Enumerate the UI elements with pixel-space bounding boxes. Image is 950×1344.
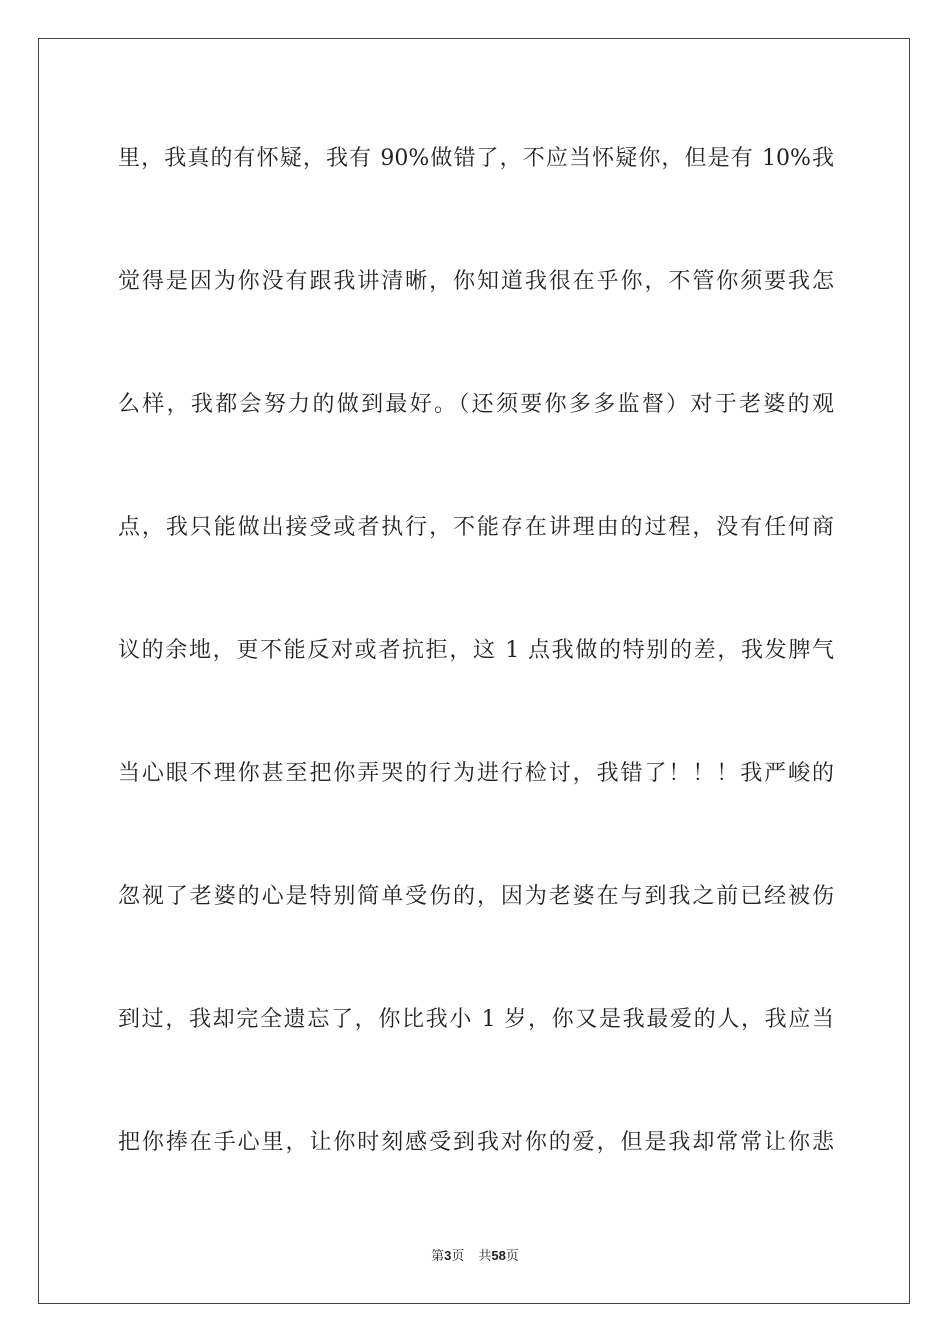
text-line: 点，我只能做出接受或者执行，不能存在讲理由的过程，没有任何商 [118, 515, 834, 540]
text-line: 把你捧在手心里，让你时刻感受到我对你的爱，但是我却常常让你悲 [118, 1130, 834, 1155]
text-line: 觉得是因为你没有跟我讲清晰，你知道我很在乎你，不管你须要我怎 [118, 269, 834, 294]
total-label-prefix: 共 [478, 1249, 492, 1264]
text-line: 到过，我却完全遗忘了，你比我小 1 岁，你又是我最爱的人，我应当 [118, 1007, 834, 1032]
page-frame [38, 38, 910, 1304]
page-label-prefix: 第 [431, 1249, 445, 1264]
text-line: 议的余地，更不能反对或者抗拒，这 1 点我做的特别的差，我发脾气 [118, 638, 834, 663]
page-footer [39, 1245, 911, 1264]
total-label-suffix: 页 [505, 1249, 519, 1264]
text-line: 么样，我都会努力的做到最好。（还须要你多多监督）对于老婆的观 [118, 392, 834, 417]
total-pages: 58 [491, 1248, 506, 1263]
page-label-suffix: 页 [451, 1249, 465, 1264]
text-line: 里，我真的有怀疑，我有 90%做错了，不应当怀疑你，但是有 10%我 [118, 146, 834, 171]
text-line: 忽视了老婆的心是特别简单受伤的，因为老婆在与到我之前已经被伤 [118, 884, 834, 909]
page-number: 3 [444, 1248, 452, 1263]
text-line: 当心眼不理你甚至把你弄哭的行为进行检讨，我错了！！！我严峻的 [118, 761, 834, 786]
